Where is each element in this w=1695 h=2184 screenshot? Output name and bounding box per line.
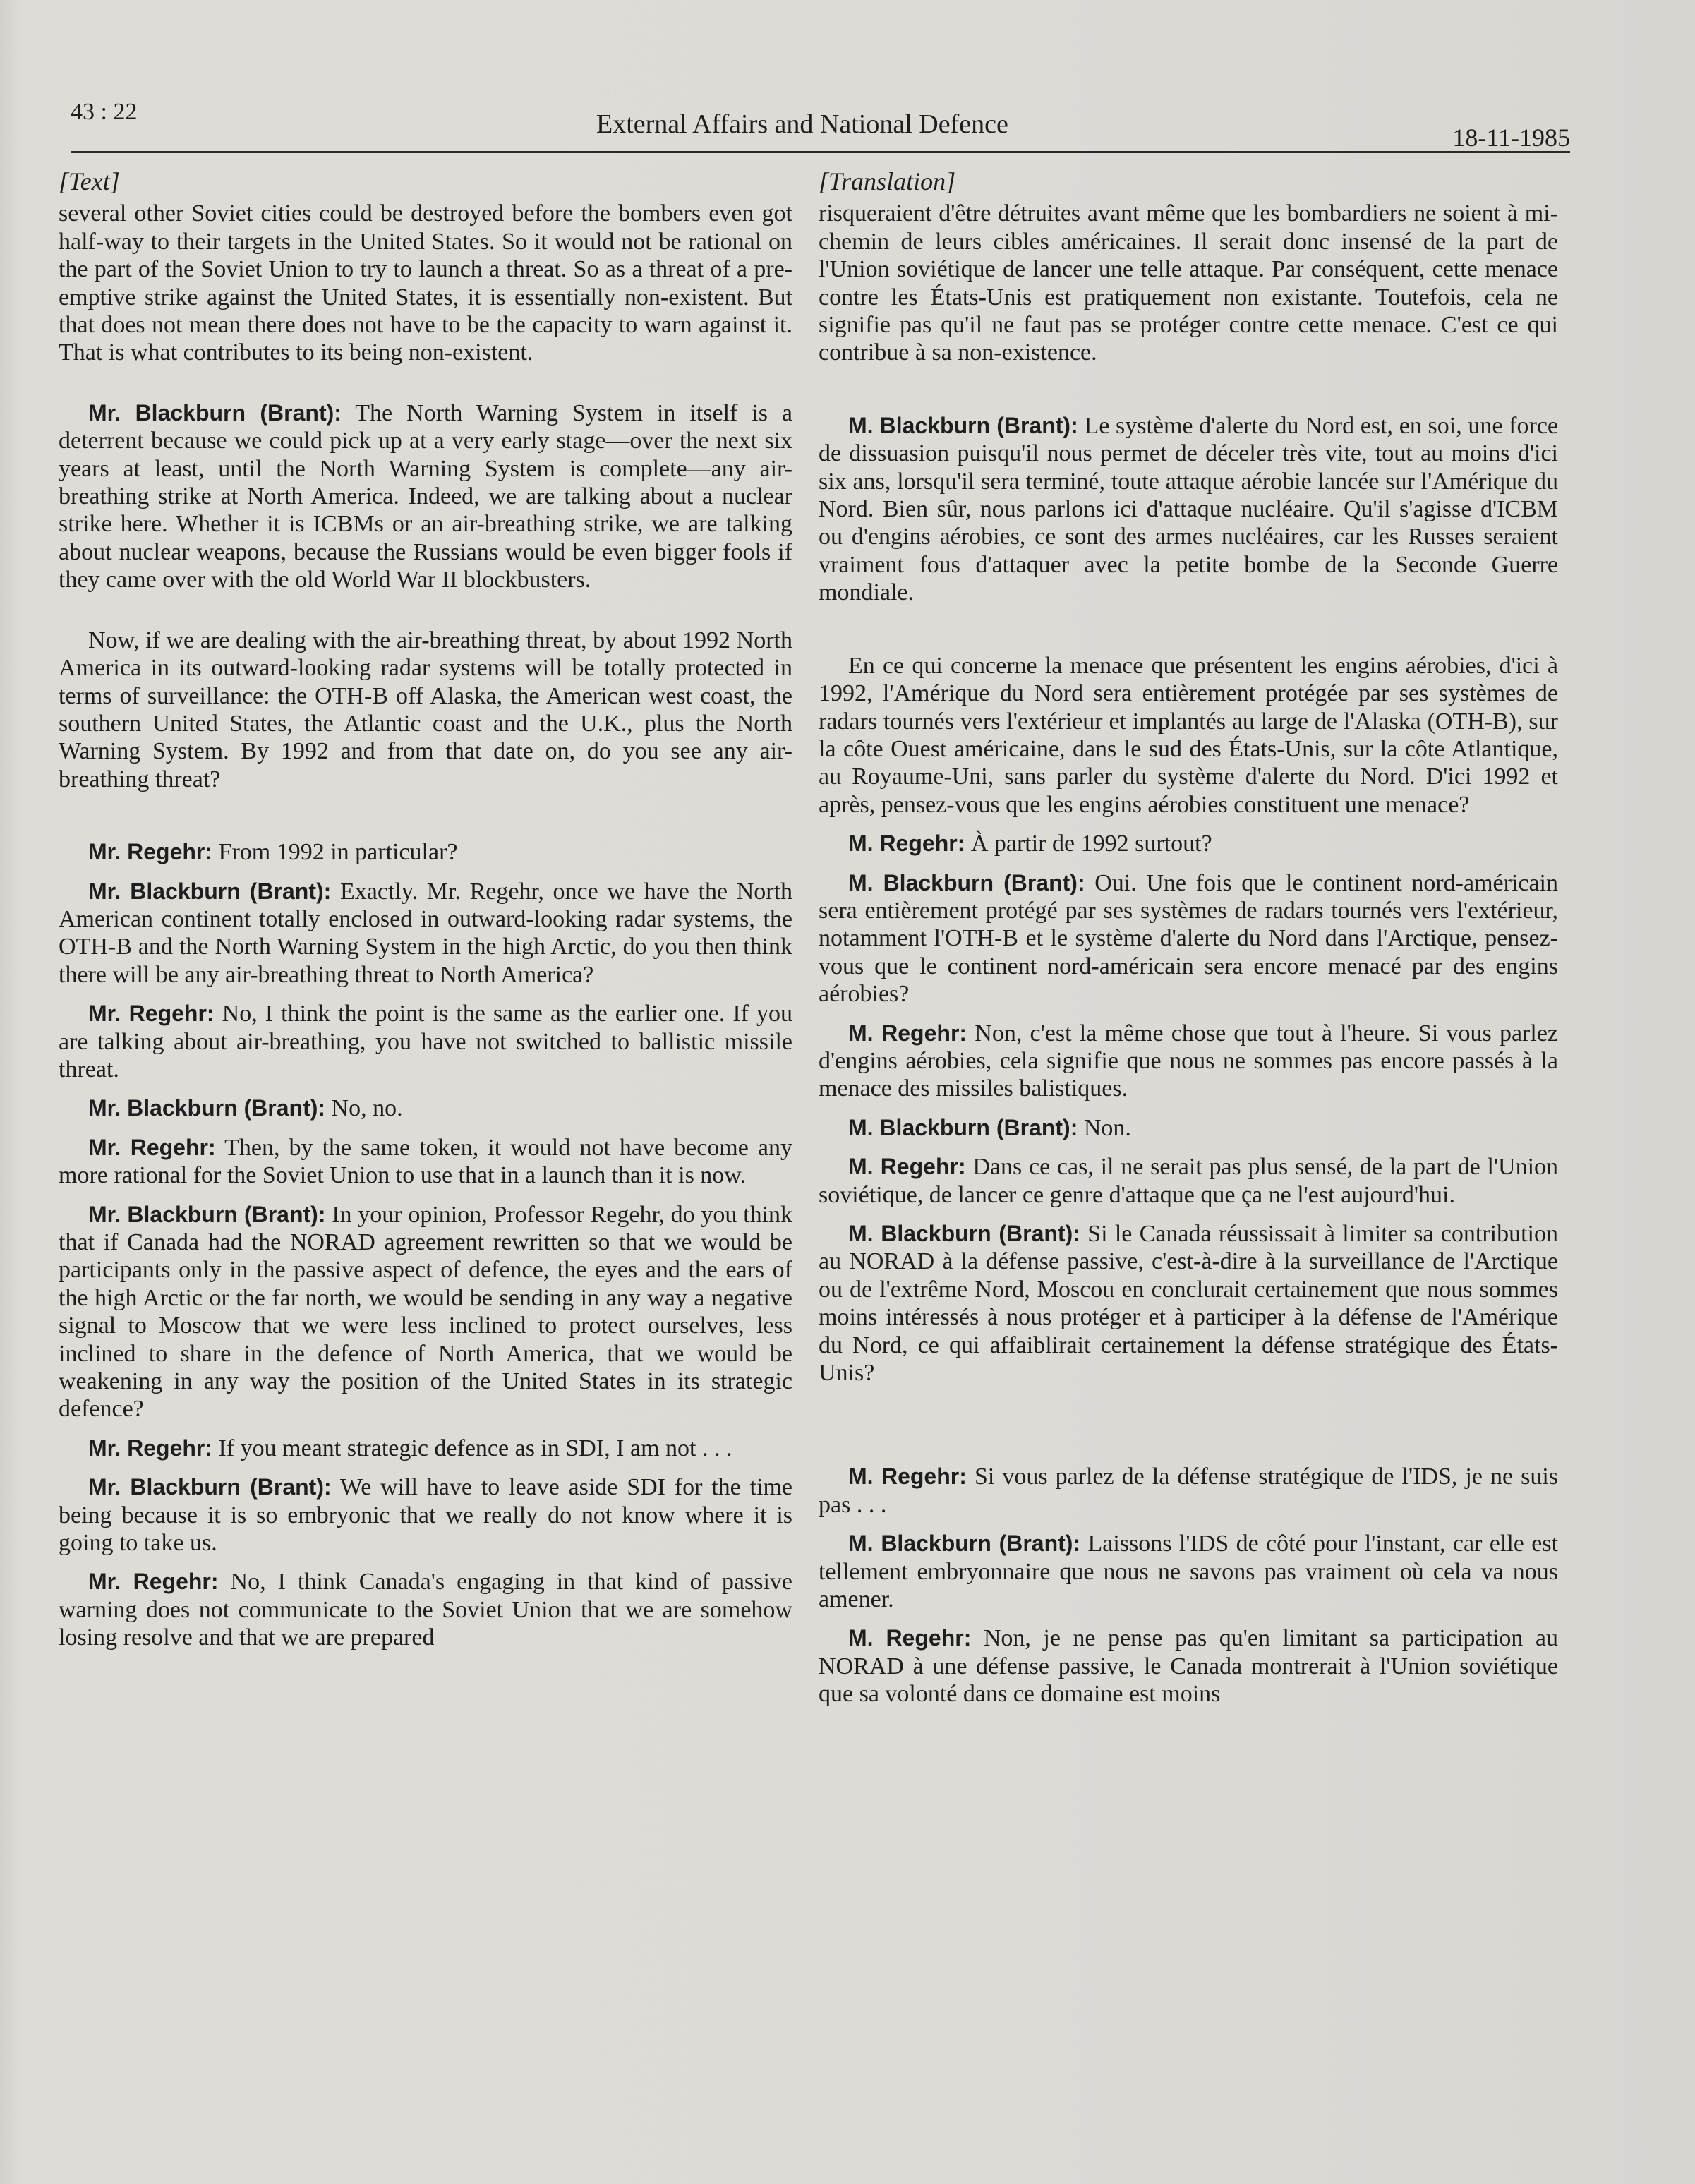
paragraph: Mr. Regehr: No, I think Canada's engaging in that kind of passive warning does not communicate to the Soviet Union that we are somehow losing resolve and that we are prepared (59, 1569, 792, 1651)
speaker: Mr. Regehr: (88, 1569, 219, 1595)
paragraph: En ce qui concerne la menace que présentent les engins aérobies, d'ici à 1992, l'Amérique du Nord sera entièrement protégée par ses systèmes de radars tournés vers l'extérieur et implantés au large de l'Alaska (OTH-B), sur la côte Ouest américaine, dans le sud des États-Unis, sur la côte Atlantique, au Royaume-Uni, sans parler du système d'alerte du Nord. D'ici 1992 et après, pensez-vous que les engins aérobies constituent une menace? (819, 652, 1558, 818)
paragraph: M. Blackburn (Brant): Si le Canada réussissait à limiter sa contribution au NORAD à la défense passive, c'est-à-dire à la surveillance de l'Arctique ou de l'extrême Nord, Moscou en conclurait certainement que nous sommes moins intéressés à nous protéger et à participer à la défense de l'Amérique du Nord, ce qui affaiblirait certainement la défense stratégique des États-Unis? (819, 1221, 1559, 1387)
paragraph: M. Regehr: Si vous parlez de la défense stratégique de l'IDS, je ne suis pas . . . (819, 1464, 1559, 1518)
speaker: Mr. Blackburn (Brant): (88, 1201, 326, 1227)
speaker: Mr. Blackburn (Brant): (88, 1474, 332, 1500)
paragraph: M. Blackburn (Brant): Laissons l'IDS de côté pour l'instant, car elle est tellement embryonnaire que nous ne savons pas vraiment où cela va nous amener. (819, 1531, 1559, 1613)
paragraph: Mr. Regehr: From 1992 in particular? (88, 839, 458, 866)
paragraph: risqueraient d'être détruites avant même que les bombardiers ne soient à mi-chemin de leurs cibles américaines. Il serait donc insensé de la part de l'Union soviétique de lancer une telle attaque. Par conséquent, cette menace contre les États-Unis est pratiquement non existante. Toutefois, cela ne signifie pas qu'il ne faut pas se protéger contre cette menace. C'est ce qui contribue à sa non-existence. (819, 200, 1558, 366)
speaker: M. Blackburn (Brant): (848, 412, 1078, 438)
column-label: [Translation] (819, 167, 956, 195)
speaker: Mr. Blackburn (Brant): (88, 399, 342, 426)
paragraph: Mr. Blackburn (Brant): No, no. (88, 1095, 403, 1122)
speaker: Mr. Regehr: (88, 1435, 213, 1461)
paragraph: M. Regehr: À partir de 1992 surtout? (848, 831, 1212, 857)
english-column (59, 168, 792, 1663)
speaker: Mr. Regehr: (88, 1001, 215, 1027)
paragraph: M. Regehr: Non, je ne pense pas qu'en limitant sa participation au NORAD à une défense passive, le Canada montrerait à l'Union soviétique que sa volonté dans ce domaine est moins (819, 1625, 1558, 1708)
speaker: Mr. Regehr: (88, 839, 213, 865)
paragraph: Mr. Blackburn (Brant): The North Warning System in itself is a deterrent because we could pick up at a very early stage—over the next six years at least, until the North Warning System is complete—any air-breathing strike at North America. Indeed, we are talking about a nuclear strike here. Whether it is ICBMs or an air-breathing strike, we are talking about nuclear weapons, because the Russians would be even bigger fools if they came over with the old World War II blockbusters. (59, 399, 792, 593)
paragraph: Now, if we are dealing with the air-breathing threat, by about 1992 North America in its outward-looking radar systems will be totally protected in terms of surveillance: the OTH-B off Alaska, the American west coast, the southern United States, the Atlantic coast and the U.K., plus the North Warning System. By 1992 and from that date on, do you see any air-breathing threat? (59, 627, 792, 792)
speaker: M. Regehr: (848, 1020, 967, 1046)
sitting-date: 18-11-1985 (1452, 123, 1570, 152)
column-label: [Text] (59, 167, 120, 195)
header-rule (71, 151, 1570, 153)
french-column (819, 168, 1558, 1720)
paragraph: Mr. Regehr: No, I think the point is the same as the earlier one. If you are talking about air-breathing, you have not switched to ballistic missile threat. (59, 1001, 793, 1082)
paragraph: M. Regehr: Non, c'est la même chose que tout à l'heure. Si vous parlez d'engins aérobies, cela signifie que nous ne sommes pas encore passés à la menace des missiles balistiques. (819, 1020, 1559, 1102)
paragraph: several other Soviet cities could be destroyed before the bombers even got half-way to their targets in the United States. So it would not be rational on the part of the Soviet Union to try to launch a threat. So as a threat of a pre-emptive strike against the United States, it is essentially non-existent. But that does not mean there does not have to be the capacity to warn against it. That is what contributes to its being non-existent. (59, 200, 792, 366)
paragraph: Mr. Blackburn (Brant): We will have to leave aside SDI for the time being because it is so embryonic that we really do not know where it is going to take us. (59, 1474, 792, 1557)
paragraph: M. Blackburn (Brant): Non. (848, 1114, 1131, 1141)
speaker: M. Regehr: (848, 1154, 966, 1180)
speaker: M. Regehr: (848, 1625, 972, 1651)
paragraph: Mr. Regehr: Then, by the same token, it would not have become any more rational for the Soviet Union to use that in a launch than it is now. (59, 1134, 793, 1189)
speaker: M. Blackburn (Brant): (848, 1221, 1080, 1246)
paragraph: Mr. Regehr: If you meant strategic defence as in SDI, I am not . . . (88, 1435, 732, 1461)
speaker: M. Blackburn (Brant): (848, 1531, 1081, 1557)
paragraph: M. Regehr: Dans ce cas, il ne serait pas plus sensé, de la part de l'Union soviétique, de lancer ce genre d'attaque que ça ne l'est aujourd'hui. (819, 1154, 1559, 1208)
speaker: Mr. Regehr: (88, 1134, 216, 1160)
page-number: 43 : 22 (71, 99, 138, 125)
running-title: External Affairs and National Defence (596, 109, 1008, 139)
paragraph: M. Blackburn (Brant): Le système d'alerte du Nord est, en soi, une force de dissuasion puisqu'il nous permet de déceler très vite, tout au moins d'ici six ans, lorsqu'il sera terminé, toute attaque aérobie lancée sur l'Amérique du Nord. Bien sûr, nous parlons ici d'attaque nucléaire. Qu'il s'agisse d'ICBM ou d'engins aérobies, ce sont des armes nucléaires, car les Russes seraient vraiment fous d'attaquer avec la petite bombe de la Seconde Guerre mondiale. (819, 412, 1559, 606)
speaker: M. Blackburn (Brant): (848, 1114, 1078, 1140)
paragraph: Mr. Blackburn (Brant): In your opinion, Professor Regehr, do you think that if Canada had the NORAD agreement rewritten so that we would be participants only in the passive aspect of defence, the eyes and the ears of the high Arctic or the far north, we would be sending in any way a negative signal to Moscow that we were less inclined to protect ourselves, less inclined to share in the defence of North America, that we would be weakening in any way the position of the United States in its strategic defence? (59, 1201, 793, 1423)
speaker: Mr. Blackburn (Brant): (88, 1095, 326, 1121)
speaker: M. Blackburn (Brant): (848, 869, 1085, 895)
speaker: M. Regehr: (848, 1464, 967, 1490)
page-header (71, 99, 1570, 155)
paragraph: Mr. Blackburn (Brant): Exactly. Mr. Regehr, once we have the North American continent totally enclosed in outward-looking radar systems, the OTH-B and the North Warning System in the high Arctic, do you then think there will be any air-breathing threat to North America? (59, 878, 793, 988)
speaker: Mr. Blackburn (Brant): (88, 878, 332, 904)
speaker: M. Regehr: (848, 831, 965, 857)
paragraph: M. Blackburn (Brant): Oui. Une fois que le continent nord-américain sera entièrement protégé par ses systèmes de radars tournés vers l'extérieur, notamment l'OTH-B et le système d'alerte du Nord dans l'Arctique, pensez-vous que le continent nord-américain sera encore menacé par des engins aérobies? (819, 869, 1559, 1008)
